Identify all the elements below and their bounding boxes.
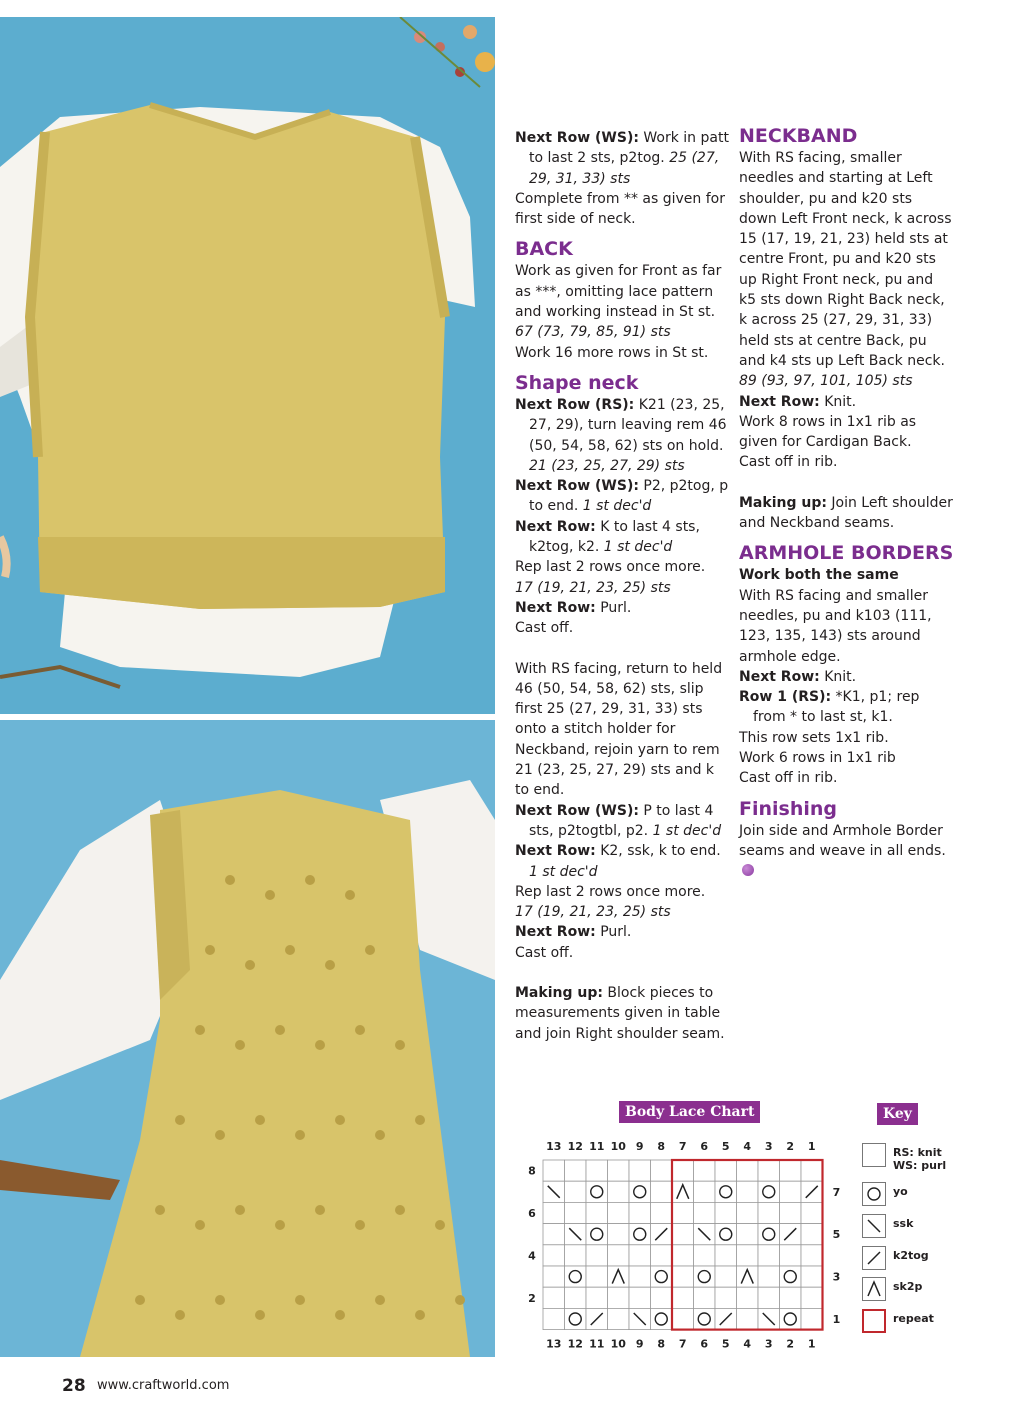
column-number-top: 4 bbox=[743, 1140, 752, 1153]
chart-cell bbox=[543, 1266, 565, 1287]
chart-cell bbox=[780, 1266, 802, 1287]
key-title: Key bbox=[877, 1103, 918, 1125]
column-number-bottom: 2 bbox=[786, 1337, 795, 1351]
blank-key-icon bbox=[862, 1143, 886, 1167]
key-label: repeat bbox=[893, 1312, 934, 1325]
knitted-vest-lace-detail-photo bbox=[0, 720, 495, 1357]
key-item-k2tog bbox=[862, 1246, 982, 1272]
chart-cell bbox=[651, 1266, 673, 1287]
key-item-blank bbox=[862, 1143, 982, 1172]
sk2p-key-icon bbox=[862, 1277, 886, 1301]
column-number-bottom: 1 bbox=[807, 1337, 816, 1351]
chart-cell bbox=[715, 1202, 737, 1223]
chart-cell bbox=[651, 1245, 673, 1266]
chart-cell bbox=[608, 1181, 630, 1202]
paragraph: Next Row (RS): K21 (23, 25, 27, 29), turn leaving rem 46 (50, 54, 58, 62) sts on hold. 21 (23, 25, 27, 29) sts bbox=[515, 396, 727, 474]
column-number-top: 9 bbox=[635, 1140, 644, 1153]
row-number-right: 5 bbox=[832, 1228, 841, 1242]
column-number-top: 12 bbox=[567, 1140, 583, 1153]
body-lace-chart bbox=[510, 1130, 850, 1355]
chart-cell bbox=[801, 1160, 823, 1181]
chart-cell bbox=[780, 1181, 802, 1202]
paragraph: Next Row: Knit. bbox=[739, 393, 857, 410]
chart-cell bbox=[565, 1181, 587, 1202]
column-number-top: 2 bbox=[786, 1140, 795, 1153]
chart-cell bbox=[565, 1160, 587, 1181]
chart-cell bbox=[694, 1308, 716, 1329]
chart-cell bbox=[543, 1308, 565, 1329]
paragraph: Work as given for Front as far as ***, omitting lace pattern and working instead in St st. 67 (73, 79, 85, 91) sts bbox=[515, 263, 722, 341]
column-number-top: 7 bbox=[678, 1140, 687, 1153]
paragraph: With RS facing and smaller needles, pu and k103 (111, 123, 135, 143) sts around armhole edge. bbox=[739, 587, 932, 665]
chart-cell bbox=[672, 1224, 694, 1245]
column-number-top: 10 bbox=[610, 1140, 626, 1153]
column-number-top: 3 bbox=[764, 1140, 773, 1153]
chart-cell bbox=[758, 1224, 780, 1245]
paragraph: Cast off in rib. bbox=[739, 770, 838, 787]
page-number: 28 bbox=[62, 1376, 86, 1396]
chart-cell bbox=[629, 1245, 651, 1266]
paragraph: Complete from ** as given for first side of neck. bbox=[515, 190, 725, 228]
chart-cell bbox=[715, 1287, 737, 1308]
chart-cell bbox=[737, 1245, 759, 1266]
key-item-sk2p bbox=[862, 1277, 982, 1303]
chart-cell bbox=[543, 1160, 565, 1181]
chart-cell bbox=[608, 1245, 630, 1266]
paragraph: Next Row (WS): P2, p2tog, p to end. 1 st dec'd bbox=[515, 478, 729, 515]
column-number-bottom: 6 bbox=[700, 1337, 709, 1351]
chart-cell bbox=[715, 1245, 737, 1266]
column-number-bottom: 8 bbox=[657, 1337, 666, 1351]
chart-cell bbox=[694, 1181, 716, 1202]
chart-cell bbox=[586, 1287, 608, 1308]
section-heading-armhole-borders: ARMHOLE BORDERS bbox=[739, 542, 954, 565]
chart-cell bbox=[672, 1160, 694, 1181]
section-heading-finishing: Finishing bbox=[739, 797, 838, 820]
chart-cell bbox=[672, 1287, 694, 1308]
chart-cell bbox=[694, 1266, 716, 1287]
paragraph: Rep last 2 rows once more. 17 (19, 21, 23, 25) sts bbox=[515, 559, 706, 596]
chart-cell bbox=[543, 1287, 565, 1308]
chart-cell bbox=[780, 1308, 802, 1329]
row-number-right: 7 bbox=[832, 1185, 841, 1199]
key-item-repeat bbox=[862, 1309, 982, 1335]
column-number-bottom: 7 bbox=[678, 1337, 687, 1351]
paragraph: Cast off. bbox=[515, 620, 574, 637]
chart-cell bbox=[586, 1224, 608, 1245]
key-label: yo bbox=[893, 1185, 908, 1198]
key-label: ssk bbox=[893, 1217, 914, 1230]
chart-cell bbox=[801, 1287, 823, 1308]
chart-cell bbox=[715, 1160, 737, 1181]
row-number-left: 8 bbox=[528, 1164, 536, 1178]
section-heading-neckband: NECKBAND bbox=[739, 125, 858, 147]
chart-cell bbox=[586, 1245, 608, 1266]
knitted-vest-back-photo bbox=[0, 17, 495, 714]
yo-key-icon bbox=[862, 1182, 886, 1206]
chart-cell bbox=[737, 1224, 759, 1245]
chart-cell bbox=[715, 1181, 737, 1202]
chart-cell bbox=[629, 1224, 651, 1245]
chart-cell bbox=[586, 1181, 608, 1202]
chart-cell bbox=[565, 1266, 587, 1287]
chart-cell bbox=[694, 1245, 716, 1266]
chart-cell bbox=[672, 1202, 694, 1223]
chart-cell bbox=[608, 1308, 630, 1329]
k2tog-key-icon bbox=[862, 1246, 886, 1270]
column-number-top: 6 bbox=[700, 1140, 709, 1153]
paragraph: With RS facing, smaller needles and starting at Left shoulder, pu and k20 sts down Left Front neck, k across 15 (17, 19, 21, 23) held sts at centre Front, pu and k20 sts up Right Front neck, pu and k5 sts down Right Back neck, k across 25 (27, 29, 31, 33) held sts at centre Back, pu and k4 sts up Left Back neck. 89 (93, 97, 101, 105) sts bbox=[739, 150, 952, 390]
subheading: Work both the same bbox=[739, 567, 899, 584]
paragraph: Work 8 rows in 1x1 rib as given for Cardigan Back. bbox=[739, 413, 917, 451]
paragraph: Making up: Join Left shoulder and Neckband seams. bbox=[739, 494, 953, 532]
chart-cell bbox=[565, 1308, 587, 1329]
column-number-bottom: 9 bbox=[635, 1337, 644, 1351]
chart-cell bbox=[672, 1266, 694, 1287]
paragraph: Work 6 rows in 1x1 rib bbox=[739, 750, 896, 767]
paragraph: Join side and Armhole Border seams and weave in all ends. bbox=[739, 821, 954, 882]
chart-cell bbox=[629, 1266, 651, 1287]
paragraph: Making up: Block pieces to measurements given in table and join Right shoulder seam. bbox=[515, 984, 725, 1042]
chart-cell bbox=[694, 1202, 716, 1223]
chart-cell bbox=[651, 1308, 673, 1329]
column-number-bottom: 13 bbox=[546, 1337, 562, 1351]
yarn-ball-icon bbox=[742, 864, 754, 876]
chart-title: Body Lace Chart bbox=[619, 1101, 760, 1123]
chart-cell bbox=[608, 1287, 630, 1308]
chart-cell bbox=[801, 1245, 823, 1266]
chart-cell bbox=[758, 1245, 780, 1266]
chart-cell bbox=[586, 1202, 608, 1223]
chart-cell bbox=[586, 1160, 608, 1181]
chart-cell bbox=[758, 1181, 780, 1202]
chart-cell bbox=[672, 1245, 694, 1266]
chart-cell bbox=[651, 1202, 673, 1223]
chart-cell bbox=[758, 1160, 780, 1181]
chart-cell bbox=[737, 1160, 759, 1181]
paragraph: This row sets 1x1 rib. bbox=[739, 729, 889, 746]
chart-cell bbox=[629, 1287, 651, 1308]
section-heading-shape-neck: Shape neck bbox=[515, 371, 639, 394]
row-number-left: 2 bbox=[528, 1291, 536, 1305]
key-label: RS: knit WS: purl bbox=[893, 1146, 947, 1172]
chart-cell bbox=[758, 1266, 780, 1287]
chart-cell bbox=[758, 1202, 780, 1223]
chart-cell bbox=[694, 1160, 716, 1181]
column-number-top: 5 bbox=[721, 1140, 730, 1153]
paragraph: With RS facing, return to held 46 (50, 54, 58, 62) sts, slip first 25 (27, 29, 31, 33) sts onto a stitch holder for Neckband, rejoin yarn to rem 21 (23, 25, 27, 29) sts and k to end. bbox=[515, 660, 723, 799]
chart-cell bbox=[543, 1202, 565, 1223]
column-number-bottom: 3 bbox=[764, 1337, 773, 1351]
column-number-bottom: 10 bbox=[610, 1337, 626, 1351]
paragraph: Next Row: Purl. bbox=[515, 599, 632, 616]
chart-cell bbox=[758, 1287, 780, 1308]
column-number-top: 8 bbox=[657, 1140, 666, 1153]
website-url[interactable]: www.craftworld.com bbox=[97, 1378, 230, 1393]
column-number-bottom: 11 bbox=[589, 1337, 605, 1351]
chart-cell bbox=[780, 1287, 802, 1308]
chart-cell bbox=[737, 1287, 759, 1308]
column-number-bottom: 12 bbox=[567, 1337, 583, 1351]
paragraph: Cast off in rib. bbox=[739, 454, 838, 471]
chart-cell bbox=[608, 1202, 630, 1223]
chart-cell bbox=[651, 1287, 673, 1308]
chart-cell bbox=[737, 1308, 759, 1329]
paragraph: Next Row: Knit. bbox=[739, 668, 857, 685]
row-number-right: 1 bbox=[832, 1313, 841, 1326]
chart-cell bbox=[651, 1160, 673, 1181]
chart-cell bbox=[780, 1202, 802, 1223]
chart-cell bbox=[780, 1245, 802, 1266]
paragraph: Next Row: K2, ssk, k to end. 1 st dec'd bbox=[515, 843, 721, 880]
chart-cell bbox=[543, 1245, 565, 1266]
row-number-left: 4 bbox=[528, 1249, 536, 1263]
chart-cell bbox=[543, 1224, 565, 1245]
chart-cell bbox=[629, 1202, 651, 1223]
chart-cell bbox=[801, 1308, 823, 1329]
ssk-key-icon bbox=[862, 1214, 886, 1238]
instructions-column-middle bbox=[515, 128, 730, 1044]
chart-cell bbox=[651, 1181, 673, 1202]
chart-cell bbox=[629, 1181, 651, 1202]
paragraph: Next Row: K to last 4 sts, k2tog, k2. 1 st dec'd bbox=[515, 518, 700, 556]
key-label: k2tog bbox=[893, 1249, 929, 1262]
column-number-bottom: 5 bbox=[721, 1337, 730, 1351]
column-number-top: 1 bbox=[807, 1140, 816, 1153]
chart-cell bbox=[608, 1160, 630, 1181]
repeat-key-icon bbox=[862, 1309, 886, 1333]
chart-cell bbox=[801, 1202, 823, 1223]
paragraph: Row 1 (RS): *K1, p1; rep from * to last st, k1. bbox=[739, 689, 920, 726]
key-item-ssk bbox=[862, 1214, 982, 1240]
key-label: sk2p bbox=[893, 1280, 923, 1293]
paragraph: Cast off. bbox=[515, 944, 574, 961]
paragraph: Rep last 2 rows once more. 17 (19, 21, 23, 25) sts bbox=[515, 883, 706, 921]
row-number-left: 6 bbox=[528, 1207, 536, 1220]
paragraph: Next Row (WS): Work in patt to last 2 sts, p2tog. 25 (27, 29, 31, 33) sts bbox=[515, 130, 729, 187]
chart-cell bbox=[694, 1287, 716, 1308]
paragraph: Next Row (WS): P to last 4 sts, p2togtbl, p2. 1 st dec'd bbox=[515, 802, 722, 839]
chart-cell bbox=[565, 1287, 587, 1308]
chart-cell bbox=[715, 1224, 737, 1245]
chart-cell bbox=[737, 1202, 759, 1223]
instructions-column-right bbox=[739, 124, 954, 882]
paragraph: Work 16 more rows in St st. bbox=[515, 344, 709, 361]
chart-cell bbox=[780, 1160, 802, 1181]
chart-cell bbox=[586, 1266, 608, 1287]
section-heading-back: BACK bbox=[515, 238, 573, 261]
chart-cell bbox=[608, 1224, 630, 1245]
chart-cell bbox=[565, 1245, 587, 1266]
row-number-right: 3 bbox=[832, 1270, 841, 1284]
chart-cell bbox=[629, 1160, 651, 1181]
paragraph: Next Row: Purl. bbox=[515, 924, 632, 941]
chart-cell bbox=[715, 1266, 737, 1287]
chart-cell bbox=[565, 1202, 587, 1223]
column-number-top: 11 bbox=[589, 1140, 605, 1153]
chart-cell bbox=[737, 1181, 759, 1202]
column-number-bottom: 4 bbox=[743, 1337, 752, 1351]
chart-cell bbox=[801, 1224, 823, 1245]
key-item-yo bbox=[862, 1182, 982, 1208]
column-number-top: 13 bbox=[546, 1140, 562, 1153]
chart-cell bbox=[801, 1266, 823, 1287]
chart-cell bbox=[672, 1308, 694, 1329]
